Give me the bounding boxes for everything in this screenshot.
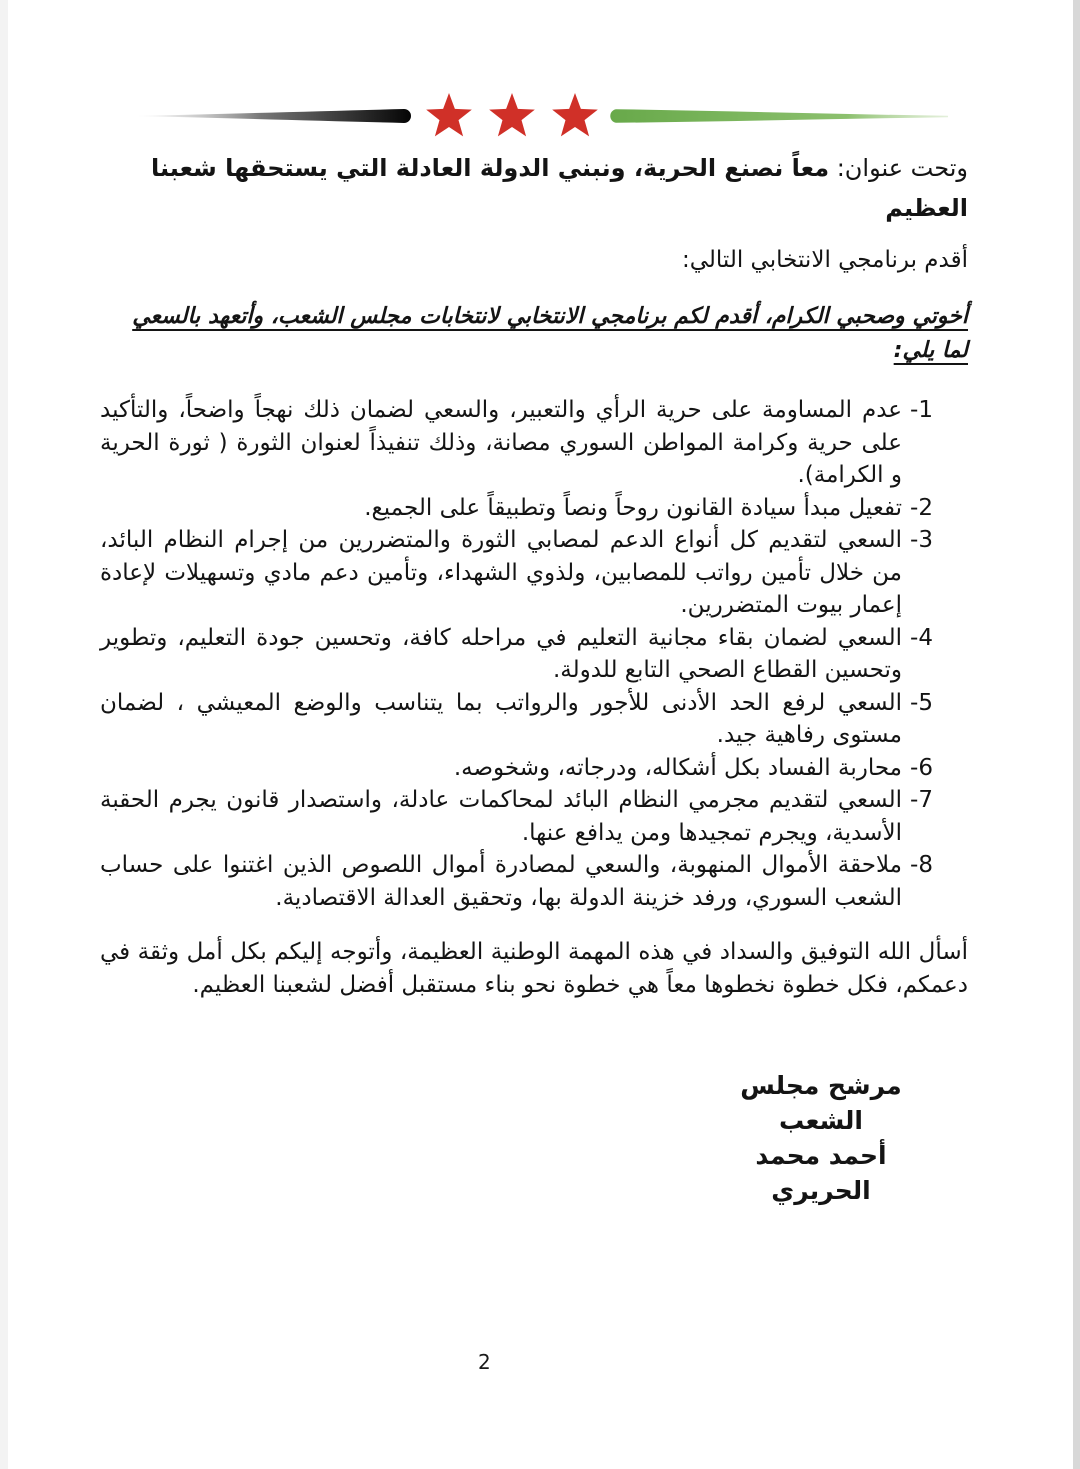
program-item xyxy=(100,622,944,687)
program-item xyxy=(100,752,944,785)
program-item xyxy=(100,784,944,849)
signature-block xyxy=(706,1068,936,1208)
item-number: 6- xyxy=(910,754,933,781)
section-heading: أخوتي وصحبي الكرام، أقدم لكم برنامجي الانتخابي لانتخابات مجلس الشعب، وأتعهد بالسعي لما يلي: xyxy=(132,304,968,363)
program-item xyxy=(100,849,944,914)
item-number: 2- xyxy=(910,494,933,521)
item-text: السعي لرفع الحد الأدنى للأجور والرواتب بما يتناسب والوضع المعيشي ، لضمان مستوى رفاهية جيد. xyxy=(100,689,902,748)
item-text: ملاحقة الأموال المنهوبة، والسعي لمصادرة أموال اللصوص الذين اغتنوا على حساب الشعب السوري، ورفد خزينة الدولة بها، وتحقيق العدالة الاقتصادية. xyxy=(100,852,902,911)
item-number: 7- xyxy=(910,787,933,813)
item-number: 5- xyxy=(910,689,933,716)
program-item xyxy=(100,394,944,492)
program-intro: أقدم برنامجي الانتخابي التالي: xyxy=(681,247,968,273)
program-list xyxy=(100,394,968,914)
program-item xyxy=(100,687,944,752)
title-line xyxy=(100,148,968,228)
item-text: تفعيل مبدأ سيادة القانون روحاً ونصاً وتطبيقاً على الجميع. xyxy=(364,494,902,521)
program-item xyxy=(100,492,944,525)
item-text: عدم المساومة على حرية الرأي والتعبير، والسعي لضمان ذلك نهجاً واضحاً، والتأكيد على حرية وكرامة المواطن السوري مصانة، وذلك تنفيذاً لعنوان الثورة ( ثورة الحرية و الكرامة). xyxy=(100,397,902,488)
title-prefix: وتحت عنوان: xyxy=(829,154,968,182)
signature-name: أحمد محمد الحريري xyxy=(755,1141,887,1205)
item-number: 4- xyxy=(910,624,933,651)
page-number: 2 xyxy=(478,1350,491,1374)
signature-title: مرشح مجلس الشعب xyxy=(740,1071,902,1135)
item-number: 1- xyxy=(910,397,933,423)
item-text: السعي لضمان بقاء مجانية التعليم في مراحله كافة، وتحسين جودة التعليم، وتطوير وتحسين القطاع الصحي التابع للدولة. xyxy=(100,624,902,683)
closing-paragraph: أسأل الله التوفيق والسداد في هذه المهمة الوطنية العظيمة، وأتوجه إليكم بكل أمل وثقة في دعمكم، فكل خطوة نخطوها معاً هي خطوة نحو بناء مستقبل أفضل لشعبنا العظيم. xyxy=(100,939,968,998)
campaign-slogan: معاً نصنع الحرية، ونبني الدولة العادلة التي يستحقها شعبنا العظيم xyxy=(151,154,968,222)
item-text: محاربة الفساد بكل أشكاله، ودرجاته، وشخوصه. xyxy=(453,754,902,781)
item-text: السعي لتقديم مجرمي النظام البائد لمحاكمات عادلة، واستصدار قانون يجرم الحقبة الأسدية، ويجرم تمجيدها ومن يدافع عنها. xyxy=(100,787,902,846)
item-text: السعي لتقديم كل أنواع الدعم لمصابي الثورة والمتضررين من إجرام النظام البائد، من خلال تأمين رواتب للمصابين، ولذوي الشهداء، وتأمين دعم مادي وتسهيلات لإعادة إعمار بيوت المتضررين. xyxy=(100,527,902,618)
item-number: 3- xyxy=(910,527,933,553)
program-item xyxy=(100,524,944,622)
item-number: 8- xyxy=(910,852,933,878)
